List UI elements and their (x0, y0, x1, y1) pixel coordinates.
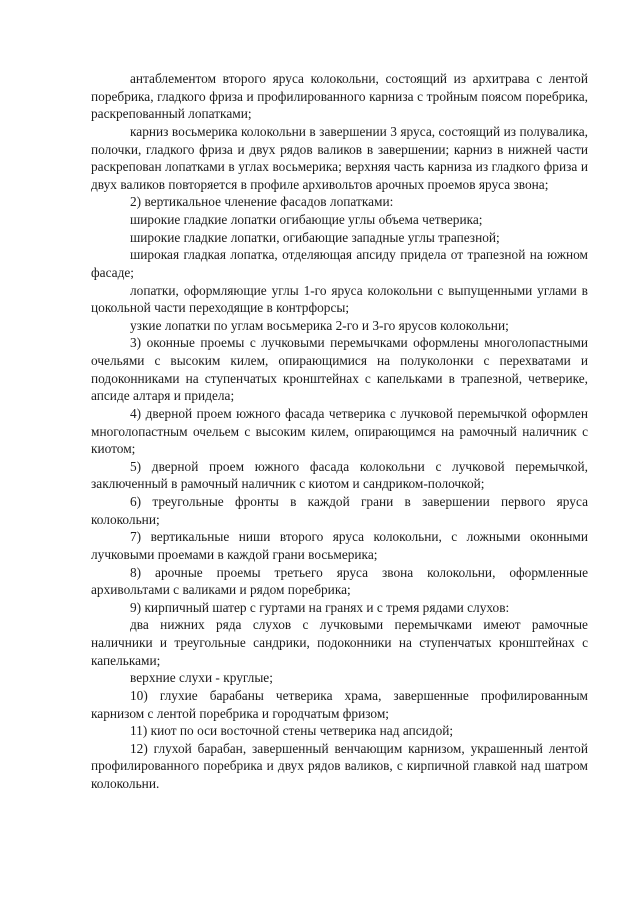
paragraph: 9) кирпичный шатер с гуртами на гранях и с тремя рядами слухов: (130, 599, 510, 615)
paragraph: широкие гладкие лопатки, огибающие западные углы трапезной; (130, 229, 500, 245)
document-page (91, 70, 588, 793)
paragraph: 8) арочные проемы третьего яруса звона колокольни, оформленные архивольтами с валиками и рядом поребрика; (91, 564, 588, 598)
paragraph: карниз восьмерика колокольни в завершении 3 яруса, состоящий из полувалика, полочки, гладкого фриза и двух рядов валиков в завершении; карниз в нижней части раскрепован лопатками в углах восьмерика; верхняя часть карниза из гладкого фриза и двух валиков повторяется в профиле архивольтов арочных проемов яруса звона; (91, 123, 588, 192)
paragraph: 6) треугольные фронты в каждой грани в завершении первого яруса колокольни; (91, 494, 588, 527)
paragraph: узкие лопатки по углам восьмерика 2-го и 3-го ярусов колокольни; (130, 317, 509, 333)
paragraph: 7) вертикальные ниши второго яруса колокольни, с ложными оконными лучковыми проемами в каждой грани восьмерика; (91, 529, 588, 562)
paragraph: два нижних ряда слухов с лучковыми перемычками имеют рамочные наличники и треугольные сандрики, подоконники на ступенчатых кронштейнах с капельками; (91, 617, 588, 668)
paragraph: широкие гладкие лопатки огибающие углы объема четверика; (130, 212, 483, 227)
paragraph: 2) вертикальное членение фасадов лопатками: (130, 194, 394, 210)
paragraph: 4) дверной проем южного фасада четверика с лучковой перемычкой оформлен многолопастным очельем с высоким килем, опирающимся на рамочный наличник с киотом; (91, 405, 588, 457)
paragraph: 11) киот по оси восточной стены четверика над апсидой; (130, 723, 454, 739)
paragraph: 10) глухие барабаны четверика храма, завершенные профилированным карнизом с лентой поребрика и городчатым фризом; (91, 687, 588, 721)
paragraph: 12) глухой барабан, завершенный венчающим карнизом, украшенный лентой профилированного поребрика и двух рядов валиков, с кирпичной главкой над шатром колокольни. (91, 740, 588, 791)
paragraph: 5) дверной проем южного фасада колокольни с лучковой перемычкой, заключенный в рамочный наличник с киотом и сандриком-полочкой; (91, 458, 588, 492)
paragraph: 3) оконные проемы с лучковыми перемычками оформлены многолопастными очельями с высоким килем, опирающимися на полуколонки с перехватами и подоконниками на ступенчатых кронштейнах с капельками в трапезной, четверике, апсиде алтаря и придела; (91, 335, 588, 404)
paragraph: широкая гладкая лопатка, отделяющая апсиду придела от трапезной на южном фасаде; (91, 247, 588, 280)
paragraph: верхние слухи - круглые; (130, 670, 273, 686)
paragraph: лопатки, оформляющие углы 1-го яруса колокольни с выпущенными углами в цокольной части переходящие в контрфорсы; (91, 282, 588, 316)
paragraph: антаблементом второго яруса колокольни, состоящий из архитрава с лентой поребрика, гладкого фриза и профилированного карниза с тройным поясом поребрика, раскрепованный лопатками; (91, 71, 588, 122)
